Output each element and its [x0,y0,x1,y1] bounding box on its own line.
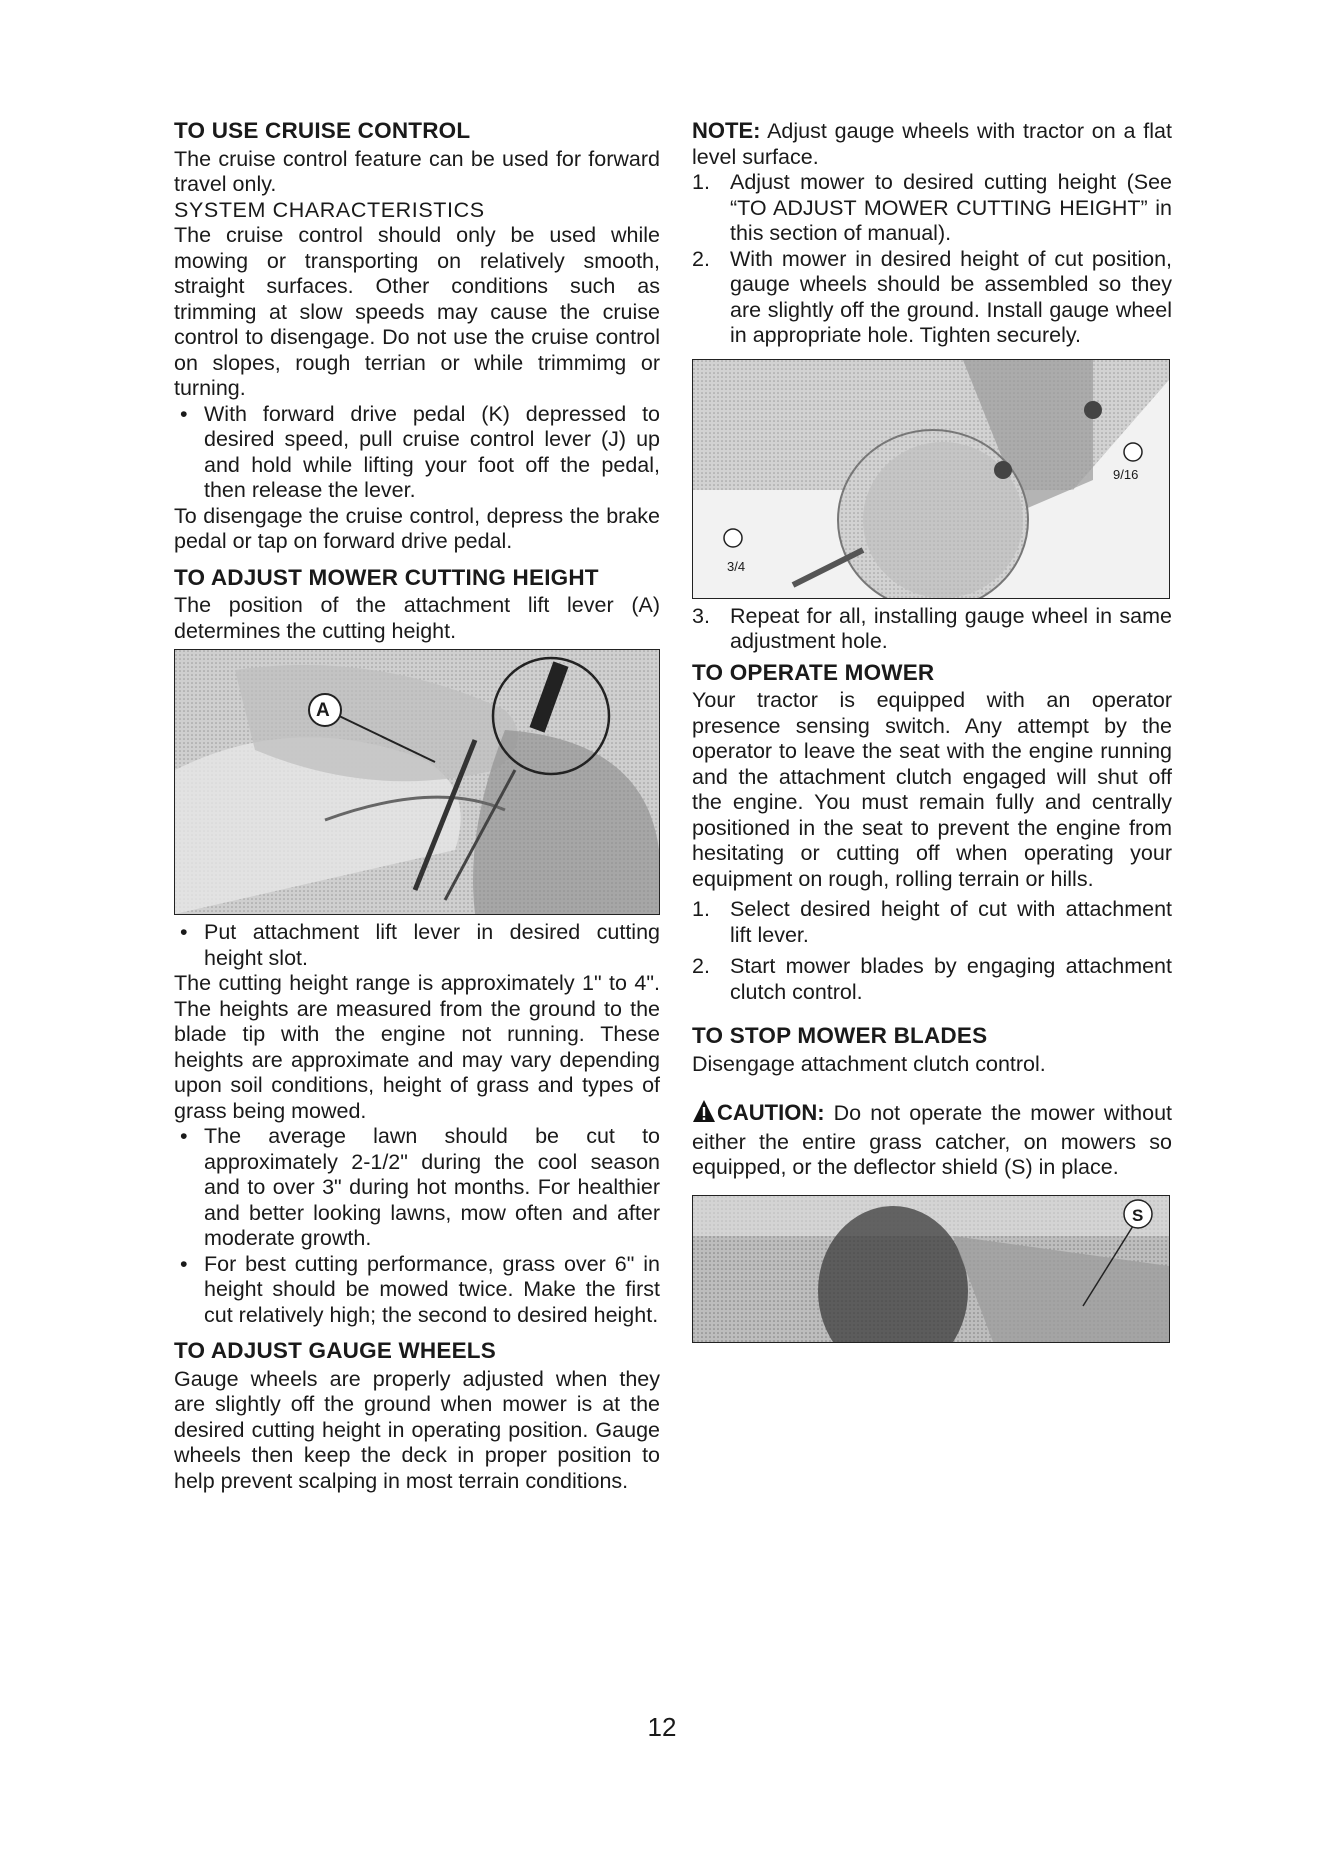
cutting-height-heading: TO ADJUST MOWER CUTTING HEIGHT [174,564,599,590]
operate-steps [692,897,1172,1005]
operate-mower-heading: TO OPERATE MOWER [692,659,935,685]
caution-label: CAUTION: [717,1100,825,1125]
cruise-bullet: • With forward drive pedal (K) depressed to desired speed, pull cruise control lever (J) up and hold while lifting your foot off the pedal, then release the lever. [174,402,660,504]
shield-s-label: S [1132,1205,1144,1225]
caution-triangle-icon [692,1099,716,1130]
cruise-intro: The cruise control feature can be used for forward travel only. [174,146,660,196]
lift-lever-bullet-list [174,920,660,971]
lever-a-label: A [316,700,330,721]
page-number: 12 [647,1712,677,1742]
cruise-bullet-list [174,402,660,504]
hole-lower-label: 3/4 [727,558,746,574]
deflector-shield-illustration [693,1196,1169,1342]
operate-step: 2. Start mower blades by engaging attachment clutch control. [692,954,1172,1004]
lift-lever-illustration [175,650,659,914]
gauge-wheel-figure [692,359,1170,599]
hole-upper-label: 9/16 [1113,466,1139,482]
gauge-step: 1. Adjust mower to desired cutting height (See “TO ADJUST MOWER CUTTING HEIGHT” in this section of manual). [692,170,1172,245]
note-label: NOTE: [692,118,761,143]
deflector-shield-figure [692,1195,1170,1343]
cruise-disengage-text: To disengage the cruise control, depress the brake pedal or tap on forward drive pedal. [174,503,660,553]
lawn-tips-list [174,1124,660,1328]
gauge-wheels-heading: TO ADJUST GAUGE WHEELS [174,1338,496,1363]
gauge-note [692,118,1172,170]
gauge-wheel-illustration [693,360,1169,598]
gauge-step3-list [692,604,1172,655]
right-column [692,118,1172,1343]
lawn-tip: • The average lawn should be cut to approximately 2-1/2" during the cool season and to over 3" during hot months. For healthier and better looking lawns, mow often and after moderate growth. [174,1124,660,1252]
gauge-step: 3. Repeat for all, installing gauge wheel in same adjustment hole. [692,603,1172,653]
stop-blades-heading: TO STOP MOWER BLADES [692,1023,988,1048]
lawn-tip: • For best cutting performance, grass over 6" in height should be mowed twice. Make the first cut relatively high; the second to desired height. [174,1252,660,1329]
cutting-height-intro: The position of the attachment lift lever (A) determines the cutting height. [174,593,660,643]
system-characteristics-heading: SYSTEM CHARACTERISTICS [174,197,485,222]
caution-paragraph [692,1099,1172,1181]
lift-lever-figure [174,649,660,915]
gauge-wheels-text: Gauge wheels are properly adjusted when they are slightly off the ground when mower is at the desired cutting height in operating position. Gauge wheels then keep the deck in proper position to help prevent scalping in most terrain conditions. [174,1366,660,1493]
note-text: Adjust gauge wheels with tractor on a flat level surface. [692,119,1172,169]
cruise-heading: TO USE CRUISE CONTROL [174,118,471,143]
cutting-height-range: The cutting height range is approximately 1" to 4". The heights are measured from the ground to the blade tip with the engine not running. These heights are approximate and may vary depending upon soil conditions, height of grass and types of grass being mowed. [174,971,660,1123]
lift-lever-bullet: • Put attachment lift lever in desired cutting height slot. [174,920,660,971]
operate-step: 1. Select desired height of cut with attachment lift lever. [692,897,1172,947]
caution-text: Do not operate the mower without either the entire grass catcher, on mowers so equipped, or the deflector shield (S) in place. [692,1101,1172,1179]
operate-mower-text: Your tractor is equipped with an operator presence sensing switch. Any attempt by the operator to leave the seat with the engine running and the attachment clutch engaged will shut off the engine. You must remain fully and centrally positioned in the seat to prevent the engine from hesitating or cutting off when operating your equipment on rough, rolling terrain or hills. [692,688,1172,891]
left-column [174,118,660,1494]
stop-blades-text: Disengage attachment clutch control. [692,1051,1046,1076]
system-characteristics-text: The cruise control should only be used while mowing or transporting on relatively smooth, straight surfaces. Other conditions such as trimming at slow speeds may cause the cruise control to disengage. Do not use the cruise control on slopes, rough terrian or while trimmimg or turning. [174,223,660,400]
gauge-steps [692,170,1172,349]
gauge-step: 2. With mower in desired height of cut position, gauge wheels should be assembled so they are slightly off the ground. Install gauge wheel in appropriate hole. Tighten securely. [692,246,1172,347]
